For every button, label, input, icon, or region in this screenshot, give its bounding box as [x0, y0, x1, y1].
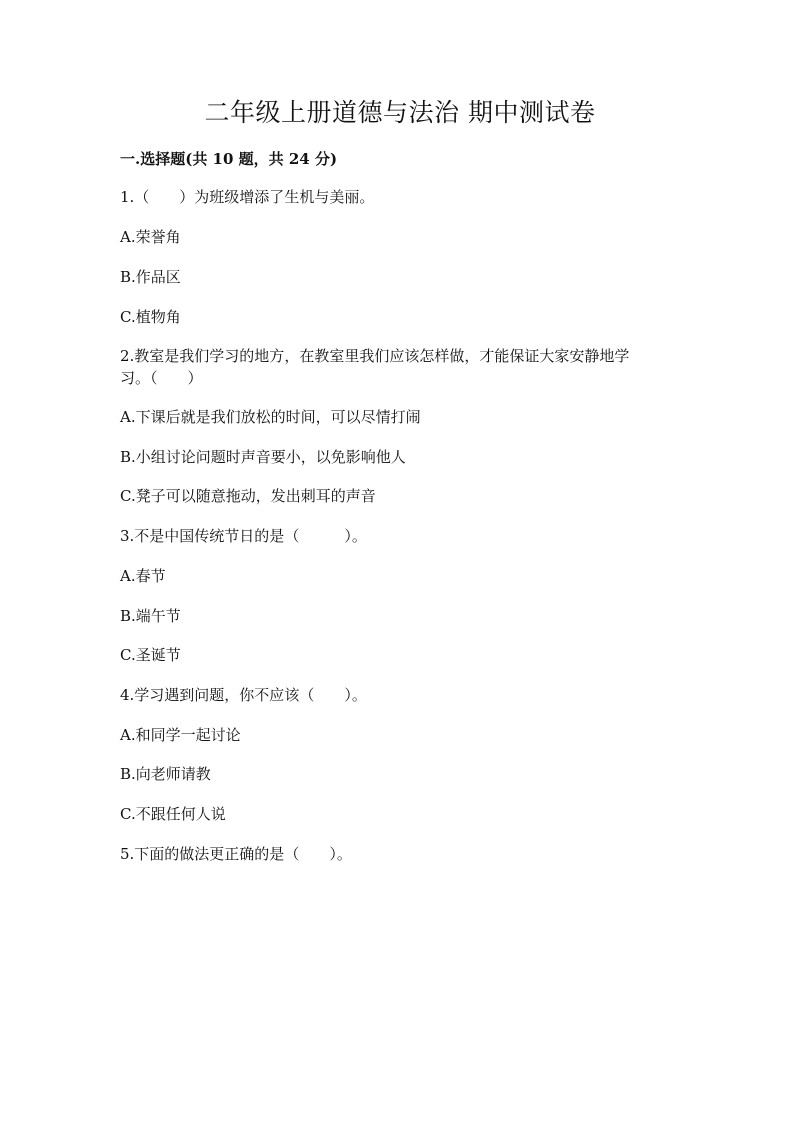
question-4-option-b: B.向老师请教	[120, 765, 211, 783]
question-2-stem-line2: 习。（ ）	[120, 369, 203, 387]
question-3-option-b: B.端午节	[120, 607, 181, 625]
question-3-option-c: C.圣诞节	[120, 646, 181, 664]
question-2-stem-line1: 2.教室是我们学习的地方，在教室里我们应该怎样做，才能保证大家安静地学	[120, 347, 630, 365]
question-3-option-a: A.春节	[120, 567, 166, 585]
question-1-option-a: A.荣誉角	[120, 228, 181, 246]
question-2-option-b: B.小组讨论问题时声音要小，以免影响他人	[120, 448, 406, 466]
question-1-stem: 1.（ ）为班级增添了生机与美丽。	[120, 188, 375, 206]
question-3-stem: 3.不是中国传统节日的是（ ）。	[120, 527, 367, 545]
section-header: 一.选择题(共 10 题，共 24 分)	[120, 150, 338, 168]
question-5-stem: 5.下面的做法更正确的是（ ）。	[120, 845, 352, 863]
page-title: 二年级上册道德与法治 期中测试卷	[204, 98, 596, 127]
question-2-option-a: A.下课后就是我们放松的时间，可以尽情打闹	[120, 408, 421, 426]
question-2-option-c: C.凳子可以随意拖动，发出刺耳的声音	[120, 487, 376, 505]
question-4-option-a: A.和同学一起讨论	[120, 726, 241, 744]
question-1-option-c: C.植物角	[120, 308, 181, 326]
question-4-stem: 4.学习遇到问题，你不应该（ ）。	[120, 686, 367, 704]
question-1-option-b: B.作品区	[120, 268, 181, 286]
question-4-option-c: C.不跟任何人说	[120, 805, 226, 823]
